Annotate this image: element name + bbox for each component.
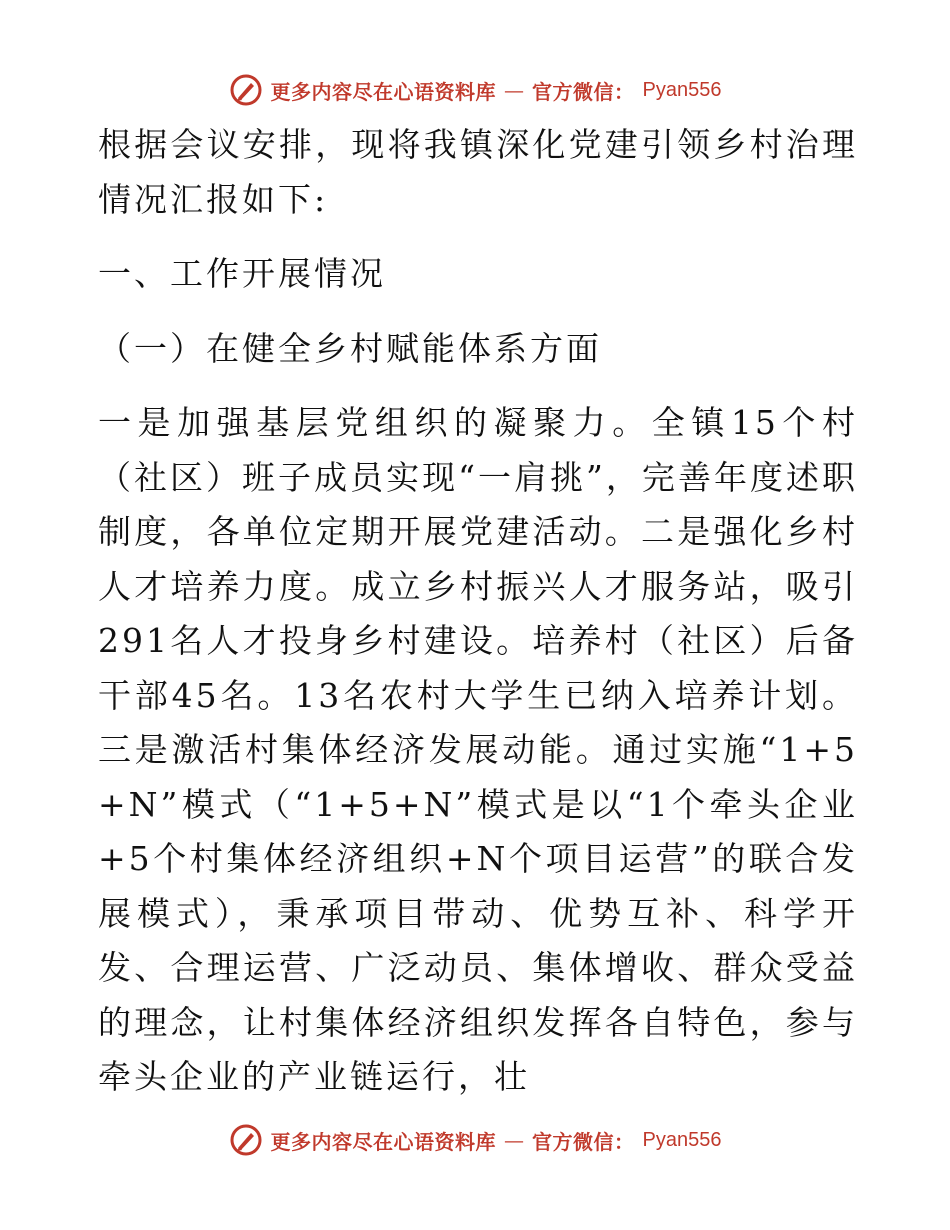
watermark-wechat-label: 官方微信：	[532, 1129, 635, 1154]
watermark-wechat-label: 官方微信：	[532, 79, 635, 104]
watermark-separator: —	[504, 1128, 525, 1152]
intro-paragraph: 根据会议安排，现将我镇深化党建引领乡村治理情况汇报如下:	[98, 125, 858, 219]
watermark-wechat-handle: Pyan556	[642, 1128, 722, 1151]
section-heading: 一、工作开展情况	[98, 254, 386, 293]
watermark-wechat-handle: Pyan556	[642, 78, 722, 101]
subsection-heading: （一）在健全乡村赋能体系方面	[98, 328, 602, 368]
pen-circle-icon	[229, 1123, 263, 1157]
watermark-brand: 更多内容尽在心语资料库	[270, 79, 497, 104]
header-watermark	[0, 70, 950, 110]
watermark-brand: 更多内容尽在心语资料库	[270, 1129, 497, 1154]
body-paragraph: 一是加强基层党组织的凝聚力。全镇15个村（社区）班子成员实现“一肩挑”，完善年度述职制度，各单位定期开展党建活动。二是强化乡村人才培养力度。成立乡村振兴人才服务站，吸引291名人才投身乡村建设。培养村（社区）后备干部45名。13名农村大学生已纳入培养计划。三是激活村集体经济发展动能。通过实施“1+5+N”模式（“1+5+N”模式是以“1个牵头企业+5个村集体经济组织+N个项目运营”的联合发展模式），秉承项目带动、优势互补、科学开发、合理运营、广泛动员、集体增收、群众受益的理念，让村集体经济组织发挥各自特色，参与牵头企业的产业链运行，壮	[98, 403, 858, 1096]
pen-circle-icon	[229, 73, 263, 107]
watermark-separator: —	[504, 78, 525, 102]
footer-watermark	[0, 1120, 950, 1160]
document-body	[98, 118, 858, 1105]
